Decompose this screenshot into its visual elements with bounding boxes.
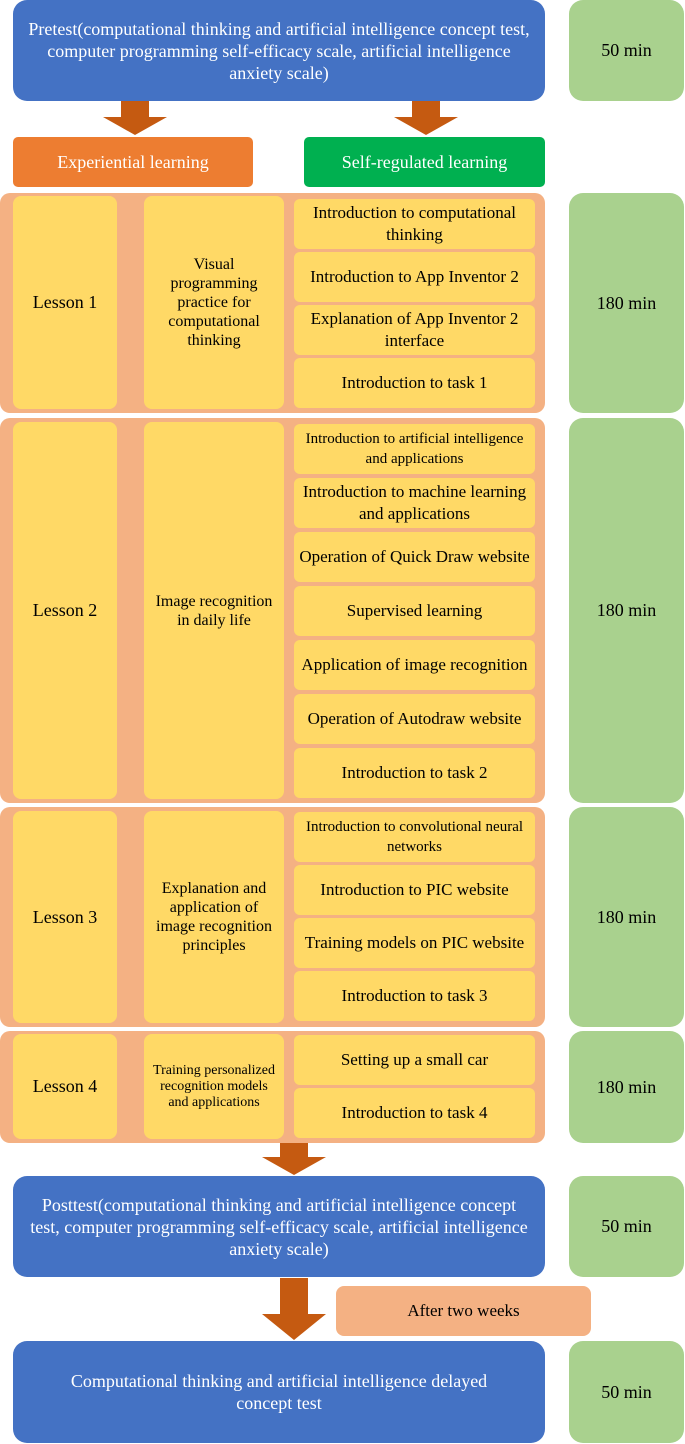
lesson-1-time: 180 min [596,292,657,313]
lesson-2-label: Lesson 2 [32,600,98,620]
lesson-1-item: Explanation of App Inventor 2 interface [294,305,535,355]
after-two-weeks-label: After two weeks [407,1301,520,1320]
lesson-1-item: Introduction to computational thinking [294,199,535,249]
lesson-2-item: Supervised learning [294,586,535,636]
lesson-1-topic: Visual programming practice for computational thinking [168,256,260,349]
lesson-2-item: Operation of Quick Draw website [294,532,535,582]
lesson-2-time-box [569,418,684,803]
lesson-2-item: Introduction to machine learning and applications [294,478,535,528]
posttest-text: Posttest(computational thinking and artificial intelligence concept test, computer programming self-efficacy scale, artificial intelligence anxiety scale) [30,1194,528,1259]
lesson-2-label-box [13,422,117,799]
self-regulated-learning-label: Self-regulated learning [341,151,508,172]
lesson-2-item: Introduction to task 2 [294,748,535,798]
pretest-time: 50 min [601,40,652,60]
posttest-box [13,1176,545,1277]
lesson-3-time-box [569,807,684,1027]
lesson-1-item: Introduction to task 1 [294,358,535,408]
delayed-test-text: Computational thinking and artificial intelligence delayed concept test [70,1371,488,1413]
arrow-down-icon [262,1278,326,1340]
lesson-3-time: 180 min [596,906,657,927]
after-two-weeks-box [336,1286,591,1336]
lesson-3-label: Lesson 3 [32,906,98,927]
pretest-text: Pretest(computational thinking and artificial intelligence concept test, computer programming self-efficacy scale, artificial intelligence anxiety scale) [28,18,530,83]
arrow-down-icon [262,1143,326,1175]
lesson-1-item: Introduction to App Inventor 2 [294,252,535,302]
lesson-1-time-box [569,193,684,413]
pretest-time-box [569,0,684,101]
lesson-1-topic-box [144,196,284,409]
lesson-3-item: Introduction to PIC website [294,865,535,915]
lesson-4-topic: Training personalized recognition models and applications [153,1062,275,1110]
lesson-4-item: Introduction to task 4 [294,1088,535,1138]
lesson-4-time: 180 min [596,1076,657,1097]
lesson-2-item: Operation of Autodraw website [294,694,535,744]
posttest-time: 50 min [601,1216,652,1236]
self-regulated-learning-header [304,137,545,187]
pretest-box [13,0,545,101]
delayed-test-box [13,1341,545,1443]
delayed-test-time: 50 min [601,1381,652,1402]
lesson-4-topic-box [144,1034,284,1139]
arrow-down-icon [394,101,458,135]
lesson-2-item: Application of image recognition [294,640,535,690]
lesson-3-topic-box [144,811,284,1023]
lesson-1-label: Lesson 1 [32,292,98,312]
lesson-2-item: Introduction to artificial intelligence and applications [294,424,535,474]
lesson-3-item: Training models on PIC website [294,918,535,968]
lesson-3-label-box [13,811,117,1023]
lesson-2-time: 180 min [596,600,657,620]
lesson-3-item: Introduction to task 3 [294,971,535,1021]
lesson-4-time-box [569,1031,684,1143]
arrow-down-icon [103,101,167,135]
lesson-4-label: Lesson 4 [32,1076,98,1096]
lesson-2-topic-box [144,422,284,799]
lesson-4-item: Setting up a small car [294,1035,535,1085]
lesson-3-item: Introduction to convolutional neural networks [294,812,535,862]
experiential-learning-label: Experiential learning [57,151,209,172]
lesson-2-topic: Image recognition in daily life [155,592,273,629]
experiential-learning-header [13,137,253,187]
lesson-1-label-box [13,196,117,409]
lesson-3-topic: Explanation and application of image recognition principles [156,880,272,954]
lesson-4-label-box [13,1034,117,1139]
posttest-time-box [569,1176,684,1277]
delayed-test-time-box [569,1341,684,1443]
